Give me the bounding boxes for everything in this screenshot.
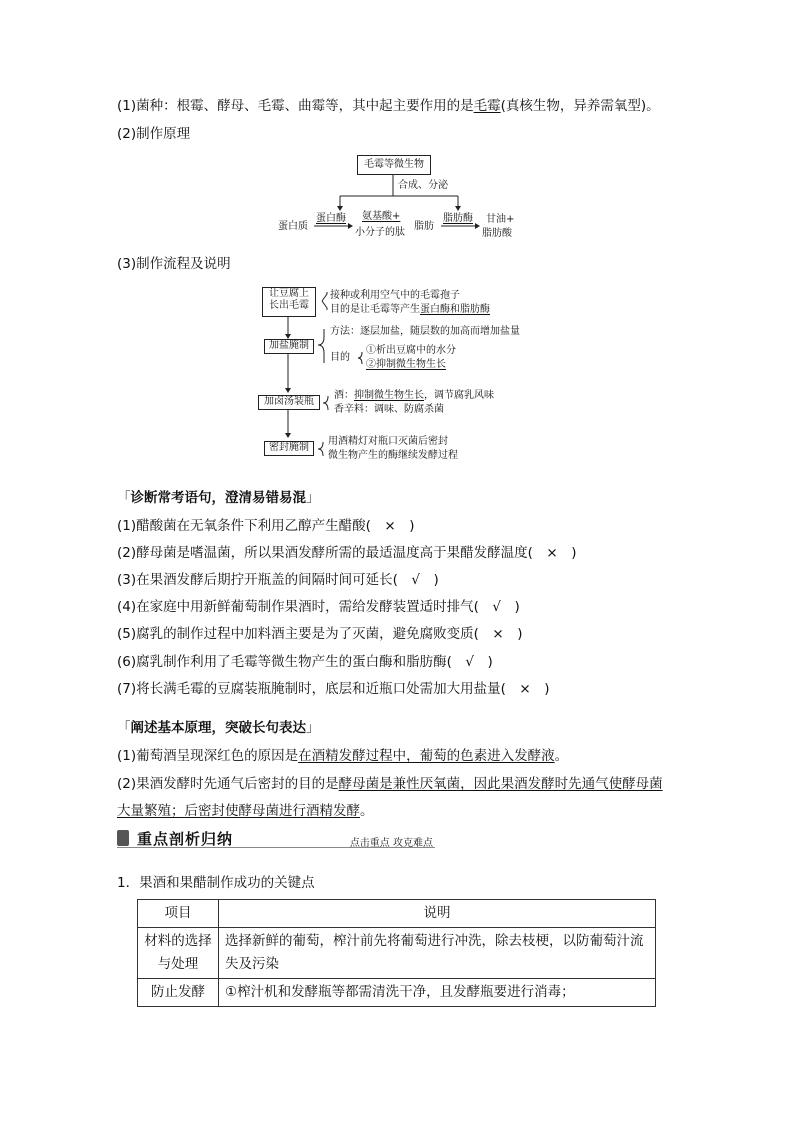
sealing-note-2: 微生物产生的酶继续发酵过程 bbox=[328, 450, 458, 461]
explain-q2-cont bbox=[117, 801, 374, 821]
q1-text: (1)葡萄酒呈现深红色的原因是 bbox=[117, 748, 299, 764]
fat-label: 脂肪 bbox=[414, 221, 434, 232]
step-brine-bottling: 加卤汤装瓶 bbox=[258, 395, 320, 410]
diagnose-item-4: (4)在家庭中用新鲜葡萄制作果酒时，需给发酵装置适时排气( √ ) bbox=[117, 599, 520, 615]
salting-method: 方法：逐层加盐，随层数的加高而增加盐量 bbox=[330, 326, 520, 337]
brine-spice: 香辛料：调味、防腐杀菌 bbox=[334, 404, 444, 415]
sealing-note-1: 用酒精灯对瓶口灭菌后密封 bbox=[328, 436, 448, 447]
explain-title: 「阐述基本原理，突破长句表达」 bbox=[117, 720, 320, 736]
microbe-box: 毛霉等微生物 bbox=[357, 155, 431, 175]
banner-icon bbox=[117, 830, 129, 846]
step1-purpose-text: 目的是让毛霉等产生 bbox=[330, 304, 420, 315]
diagnose-title-text: 诊断常考语句，澄清易错易混 bbox=[130, 490, 306, 506]
strain-note: (真核生物，异养需氧型)。 bbox=[500, 98, 660, 114]
q1-end: 。 bbox=[554, 748, 569, 764]
q2-end: 。 bbox=[360, 803, 374, 819]
secrete-label: 合成、分泌 bbox=[398, 180, 448, 191]
q2-text: (2)果酒发酵时先通气后密封的目的是 bbox=[117, 776, 339, 792]
brine-wine bbox=[334, 389, 494, 402]
step1-purpose-key: 蛋白酶和脂肪酶 bbox=[420, 304, 490, 315]
table-row bbox=[138, 928, 656, 979]
principle-heading: (2)制作原理 bbox=[117, 126, 191, 142]
glycerol-label: 甘油+ bbox=[486, 214, 515, 225]
table-cell: ①榨汁机和发酵瓶等都需清洗干净，且发酵瓶要进行消毒； bbox=[219, 979, 656, 1007]
diagnose-item-5: (5)腐乳的制作过程中加料酒主要是为了灭菌，避免腐败变质( × ) bbox=[117, 626, 523, 642]
wine-note: ，调节腐乳风味 bbox=[424, 390, 494, 401]
diagnose-title: 「诊断常考语句，澄清易错易混」 bbox=[117, 490, 320, 506]
salting-purpose-2: ②抑制微生物生长 bbox=[366, 359, 446, 370]
table-header-desc: 说明 bbox=[219, 900, 656, 928]
table-cell: 防止发酵 bbox=[138, 979, 219, 1007]
protein-label: 蛋白质 bbox=[278, 221, 308, 232]
strain-key: 毛霉 bbox=[473, 98, 501, 114]
diagnose-item-3: (3)在果酒发酵后期拧开瓶盖的间隔时间可延长( √ ) bbox=[117, 572, 439, 588]
banner-subtitle: 点击重点 攻克难点 bbox=[349, 838, 433, 849]
table-header-item: 项目 bbox=[138, 900, 219, 928]
diagnose-item-1: (1)醋酸菌在无氧条件下利用乙醇产生醋酸( × ) bbox=[117, 518, 415, 534]
step1-note-inoculate: 接种或利用空气中的毛霉孢子 bbox=[330, 290, 460, 301]
step-grow-mold-line1: 让豆腐上 bbox=[269, 288, 309, 299]
table-header-row bbox=[138, 900, 656, 928]
step1-note-purpose bbox=[330, 303, 490, 316]
keypoints-table bbox=[137, 899, 656, 1007]
key-points-banner bbox=[117, 828, 435, 848]
wine-key: 抑制微生物生长 bbox=[354, 390, 424, 401]
diagnose-item-7: (7)将长满毛霉的豆腐装瓶腌制时，底层和近瓶口处需加大用盐量( × ) bbox=[117, 681, 550, 697]
explain-q2 bbox=[117, 774, 663, 794]
q2-answer-2: 大量繁殖；后密封使酵母菌进行酒精发酵 bbox=[117, 803, 360, 819]
step-salting: 加盐腌制 bbox=[264, 339, 314, 354]
amino-acid-label: 氨基酸+ bbox=[362, 211, 401, 222]
wine-label: 酒： bbox=[334, 390, 354, 401]
diagnose-item-6: (6)腐乳制作利用了毛霉等微生物产生的蛋白酶和脂肪酶( √ ) bbox=[117, 654, 493, 670]
salting-purpose-1: ①析出豆腐中的水分 bbox=[366, 345, 456, 356]
fatty-acid-label: 脂肪酸 bbox=[482, 228, 512, 239]
explain-title-text: 阐述基本原理，突破长句表达 bbox=[130, 720, 306, 736]
diagnose-item-2: (2)酵母菌是嗜温菌，所以果酒发酵所需的最适温度高于果醋发酵温度( × ) bbox=[117, 545, 577, 561]
peptide-label: 小分子的肽 bbox=[355, 227, 405, 238]
q1-answer: 在酒精发酵过程中，葡萄的色素进入发酵液 bbox=[298, 748, 555, 764]
lipase-label: 脂肪酶 bbox=[443, 213, 473, 224]
step-grow-mold-line2: 长出毛霉 bbox=[269, 300, 309, 311]
step-sealing: 密封腌制 bbox=[264, 441, 314, 456]
table-row bbox=[138, 979, 656, 1007]
salting-purpose-label: 目的 bbox=[330, 352, 350, 363]
strain-text: (1)菌种：根霉、酵母、毛霉、曲霉等，其中起主要作用的是 bbox=[117, 98, 474, 114]
table-cell: 材料的选择与处理 bbox=[138, 928, 219, 979]
section1-title: 1．果酒和果醋制作成功的关键点 bbox=[117, 875, 315, 891]
banner-title: 重点剖析归纳 bbox=[137, 830, 234, 848]
q2-answer-1: 酵母菌是兼性厌氧菌，因此果酒发酵时先通气使酵母菌 bbox=[338, 776, 663, 792]
step-grow-mold bbox=[262, 287, 316, 317]
table-cell: 选择新鲜的葡萄，榨汁前先将葡萄进行冲洗，除去枝梗，以防葡萄汁流失及污染 bbox=[219, 928, 656, 979]
process-heading: (3)制作流程及说明 bbox=[117, 256, 231, 272]
protease-label: 蛋白酶 bbox=[316, 213, 346, 224]
explain-q1 bbox=[117, 746, 568, 766]
banner-rule bbox=[117, 847, 435, 848]
